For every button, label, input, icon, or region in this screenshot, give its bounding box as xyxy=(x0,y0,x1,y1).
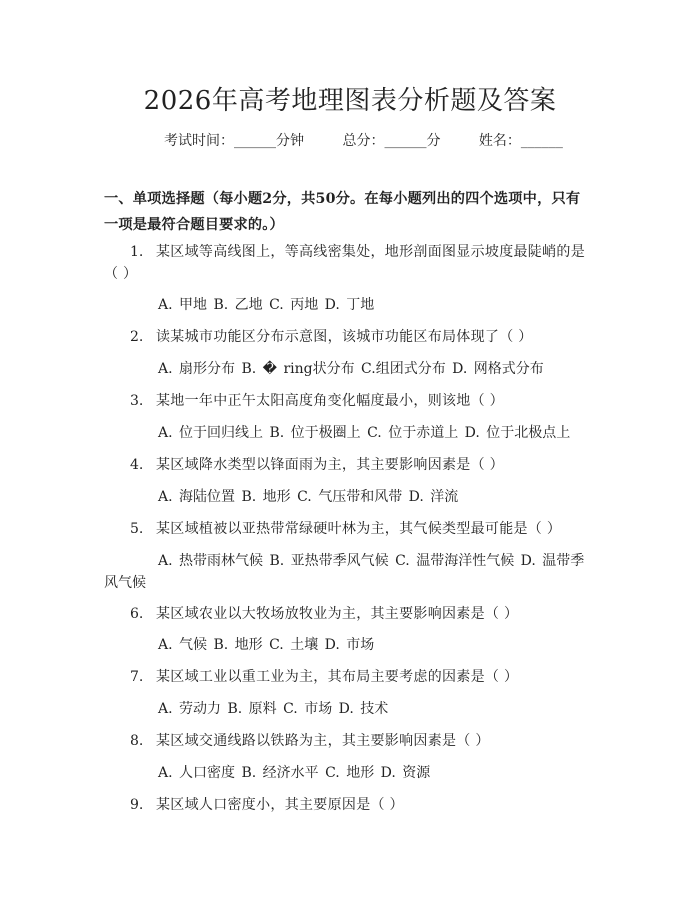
question-stem: 某区域降水类型以锋面雨为主，其主要影响因素是（ ） xyxy=(156,457,504,473)
options-text: A. 劳动力 B. 原料 C. 市场 D. 技术 xyxy=(158,701,389,717)
question-1 xyxy=(104,241,594,285)
options-text: A. 甲地 B. 乙地 C. 丙地 D. 丁地 xyxy=(158,297,375,313)
question-number: 6. xyxy=(130,606,144,622)
student-name: 姓名：______ xyxy=(478,133,563,149)
question-8-options xyxy=(104,762,594,784)
exam-time: 考试时间：______分钟 xyxy=(164,133,304,149)
question-number: 4. xyxy=(130,457,144,473)
question-9 xyxy=(104,794,594,816)
question-stem: 某区域植被以亚热带常绿硬叶林为主，其气候类型最可能是（ ） xyxy=(156,521,562,537)
question-stem: 某区域交通线路以铁路为主，其主要影响因素是（ ） xyxy=(156,733,490,749)
question-7 xyxy=(104,666,594,688)
question-2 xyxy=(104,326,594,348)
exam-score: 总分：______分 xyxy=(342,133,441,149)
options-text: A. 热带雨林气候 B. 亚热带季风气候 C. 温带海洋性气候 D. 温带季风气候 xyxy=(104,553,585,591)
question-stem: 某区域等高线图上，等高线密集处，地形剖面图显示坡度最陡峭的是（ ） xyxy=(104,244,585,282)
question-4 xyxy=(104,454,594,476)
question-number: 8. xyxy=(130,733,144,749)
question-number: 7. xyxy=(130,669,144,685)
question-number: 1. xyxy=(130,244,144,260)
options-text: A. 位于回归线上 B. 位于极圈上 C. 位于赤道上 D. 位于北极点上 xyxy=(158,425,571,441)
question-stem: 某地一年中正午太阳高度角变化幅度最小，则该地（ ） xyxy=(156,393,504,409)
question-6-options xyxy=(104,634,594,656)
question-stem: 某区域工业以重工业为主，其布局主要考虑的因素是（ ） xyxy=(156,669,519,685)
question-6 xyxy=(104,603,594,625)
question-3-options xyxy=(104,422,594,444)
question-stem: 某区域农业以大牧场放牧业为主，其主要影响因素是（ ） xyxy=(156,606,519,622)
options-text: A. 海陆位置 B. 地形 C. 气压带和风带 D. 洋流 xyxy=(158,489,459,505)
question-8 xyxy=(104,730,594,752)
question-5-options xyxy=(104,550,594,594)
question-4-options xyxy=(104,486,594,508)
options-text: A. 气候 B. 地形 C. 土壤 D. 市场 xyxy=(158,637,375,653)
exam-info xyxy=(164,130,563,150)
question-number: 9. xyxy=(130,797,144,813)
question-1-options xyxy=(104,294,594,316)
question-3 xyxy=(104,390,594,412)
page-title: 2026年高考地理图表分析题及答案 xyxy=(143,86,557,116)
question-number: 2. xyxy=(130,329,144,345)
question-stem: 某区域人口密度小，其主要原因是（ ） xyxy=(156,797,404,813)
options-text: A. 扇形分布 B. � ring状分布 C.组团式分布 D. 网格式分布 xyxy=(158,361,544,377)
question-number: 5. xyxy=(130,521,144,537)
section-heading: 一、单项选择题（每小题2分，共50分。在每小题列出的四个选项中，只有一项是最符合题目要求的。） xyxy=(104,191,581,233)
options-text: A. 人口密度 B. 经济水平 C. 地形 D. 资源 xyxy=(158,765,431,781)
question-number: 3. xyxy=(130,393,144,409)
question-2-options xyxy=(104,358,594,380)
question-stem: 读某城市功能区分布示意图，该城市功能区布局体现了（ ） xyxy=(156,329,533,345)
question-7-options xyxy=(104,698,594,720)
question-5 xyxy=(104,518,594,540)
